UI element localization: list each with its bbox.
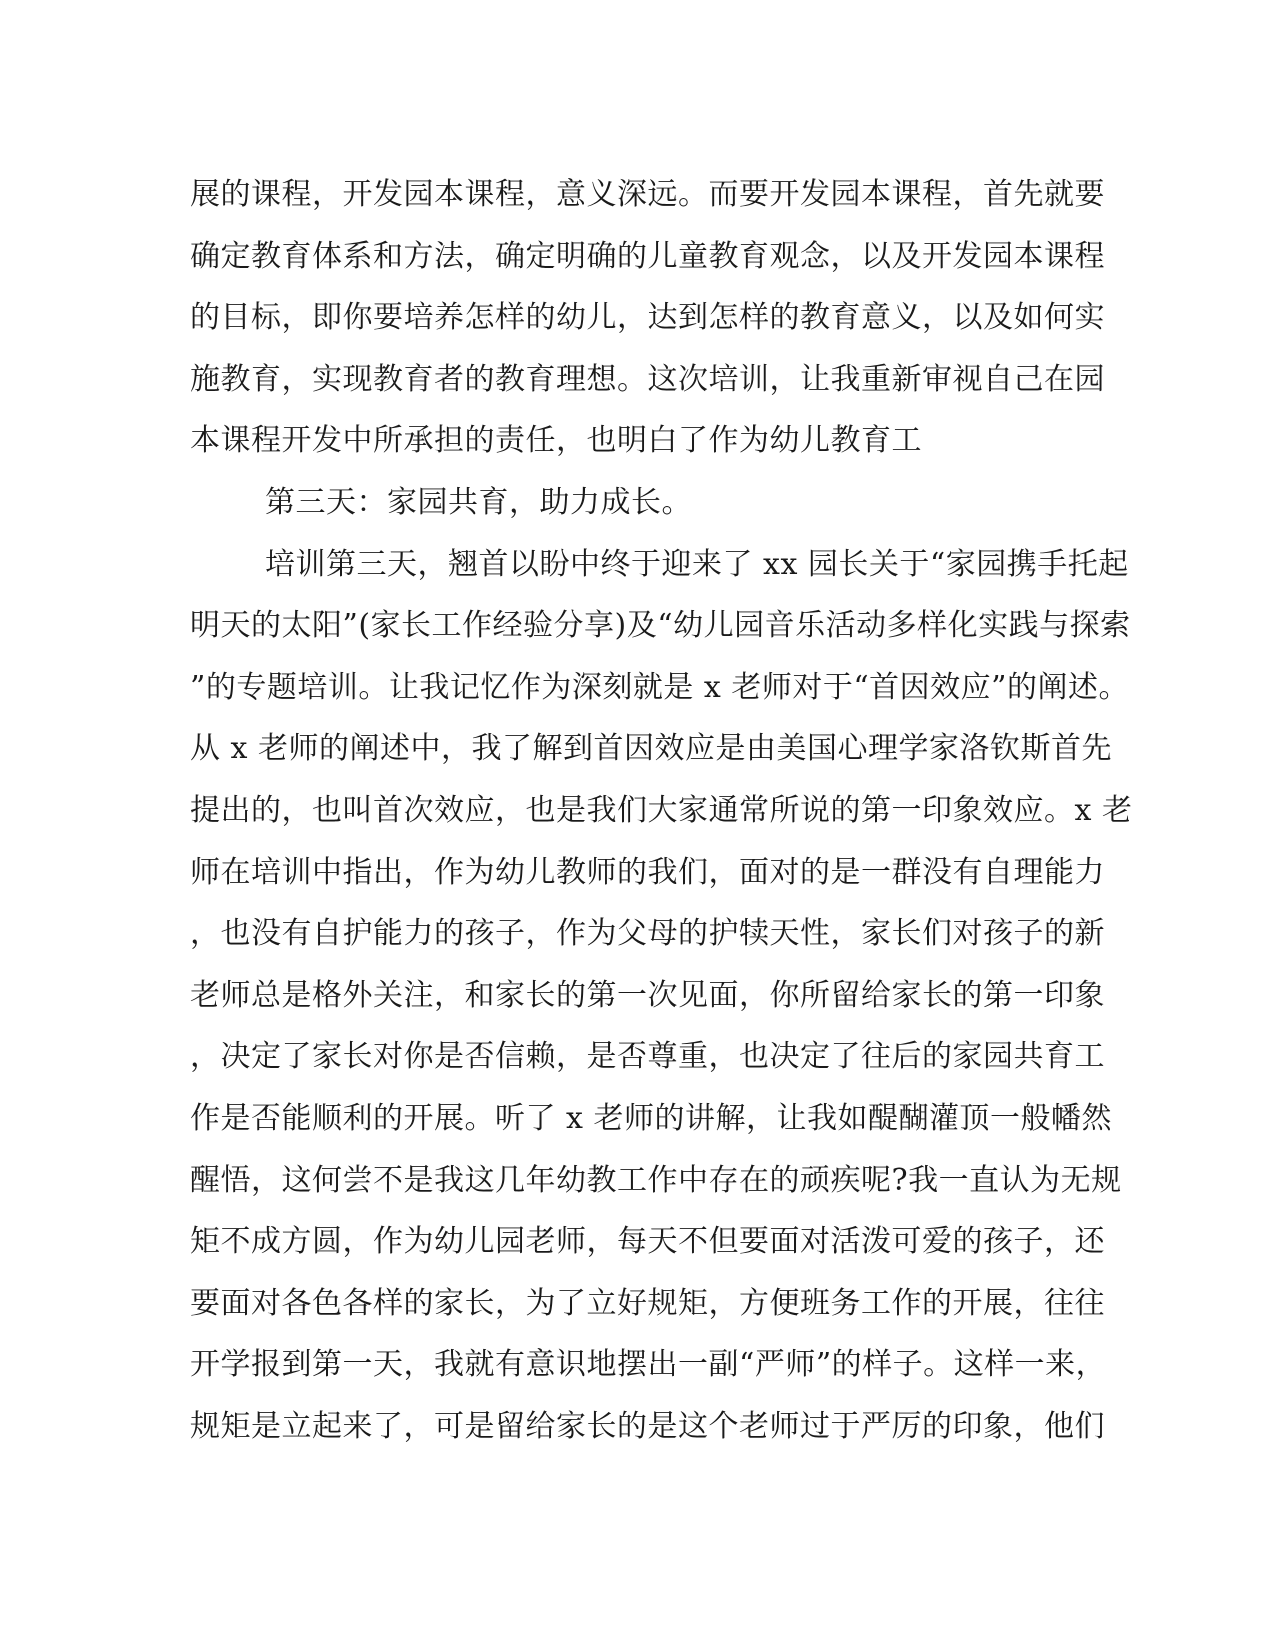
text-line: 规矩是立起来了，可是留给家长的是这个老师过于严厉的印象，他们 bbox=[190, 1408, 1105, 1444]
text-line: 提出的，也叫首次效应，也是我们大家通常所说的第一印象效应。x 老 bbox=[190, 792, 1133, 828]
text-line: 要面对各色各样的家长，为了立好规矩，方便班务工作的开展，往往 bbox=[190, 1285, 1105, 1321]
text-line: ”的专题培训。让我记忆作为深刻就是 x 老师对于“首因效应”的阐述。 bbox=[190, 669, 1130, 705]
text-line: 从 x 老师的阐述中，我了解到首因效应是由美国心理学家洛钦斯首先 bbox=[190, 731, 1112, 767]
section-heading: 第三天：家园共育，助力成长。 bbox=[265, 484, 692, 520]
text-line: 作是否能顺利的开展。听了 x 老师的讲解，让我如醍醐灌顶一般幡然 bbox=[190, 1100, 1112, 1136]
text-line: 明天的太阳”(家长工作经验分享)及“幼儿园音乐活动多样化实践与探索 bbox=[190, 608, 1131, 644]
text-line: 开学报到第一天，我就有意识地摆出一副“严师”的样子。这样一来， bbox=[190, 1347, 1107, 1383]
text-line: 师在培训中指出，作为幼儿教师的我们，面对的是一群没有自理能力 bbox=[190, 854, 1105, 890]
text-line: 施教育，实现教育者的教育理想。这次培训，让我重新审视自己在园 bbox=[190, 361, 1105, 397]
text-line: 本课程开发中所承担的责任，也明白了作为幼儿教育工 bbox=[190, 423, 922, 459]
text-line: ，决定了家长对你是否信赖，是否尊重，也决定了往后的家园共育工 bbox=[190, 1039, 1105, 1075]
text-line: 确定教育体系和方法，确定明确的儿童教育观念，以及开发园本课程 bbox=[190, 238, 1105, 274]
text-line: 老师总是格外关注，和家长的第一次见面，你所留给家长的第一印象 bbox=[190, 977, 1105, 1013]
text-line: 矩不成方圆，作为幼儿园老师，每天不但要面对活泼可爱的孩子，还 bbox=[190, 1224, 1105, 1260]
text-line: 的目标，即你要培养怎样的幼儿，达到怎样的教育意义，以及如何实 bbox=[190, 300, 1105, 336]
body-text bbox=[190, 164, 1133, 1457]
text-line: 展的课程，开发园本课程，意义深远。而要开发园本课程，首先就要 bbox=[190, 177, 1105, 212]
text-line: ，也没有自护能力的孩子，作为父母的护犊天性，家长们对孩子的新 bbox=[190, 916, 1105, 952]
paragraph-start: 培训第三天，翘首以盼中终于迎来了 xx 园长关于“家园携手托起 bbox=[265, 546, 1129, 582]
text-line: 醒悟，这何尝不是我这几年幼教工作中存在的顽疾呢?我一直认为无规 bbox=[190, 1162, 1122, 1198]
